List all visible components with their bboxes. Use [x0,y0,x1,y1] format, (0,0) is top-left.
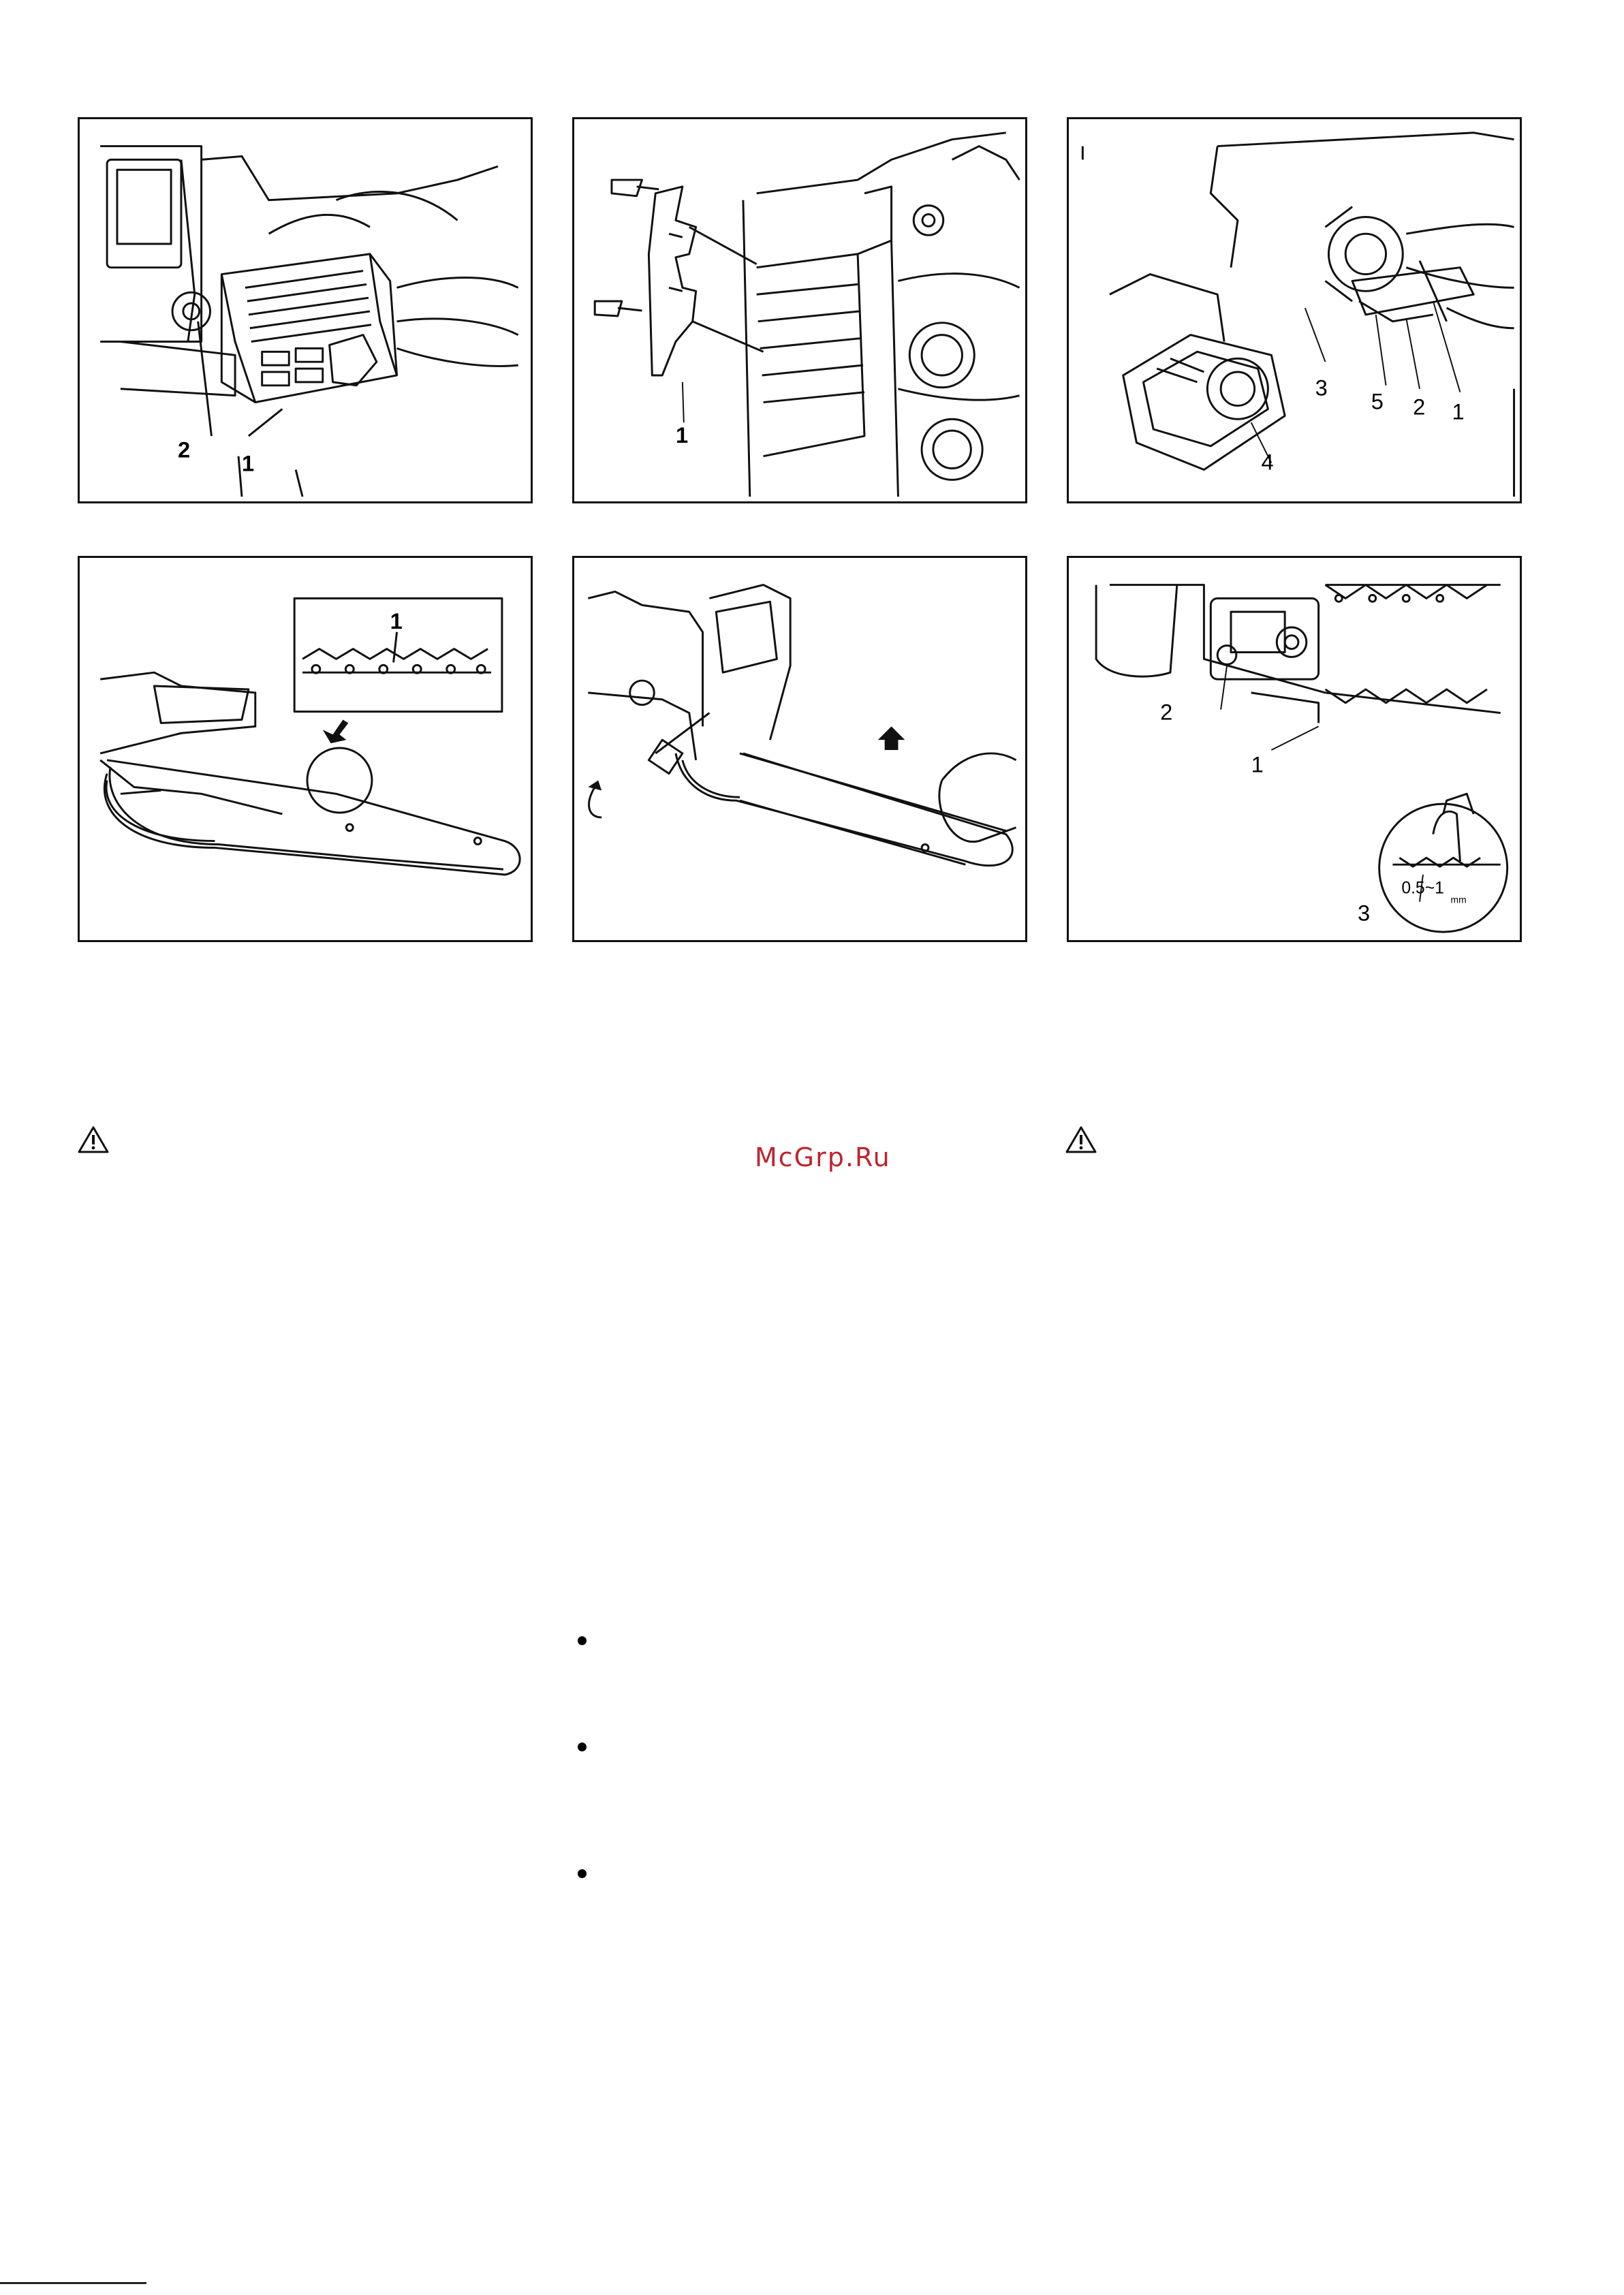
warning-icon [1065,1125,1097,1154]
callout-1: 1 [390,608,403,634]
callout-1: 1 [675,422,689,448]
warning-icon [78,1125,109,1154]
callout-4: 4 [1261,449,1274,475]
spike-bumper-drawing [574,119,1025,501]
callout-2: 2 [1413,394,1426,420]
chain-tension-drawing [1069,558,1520,940]
callout-1: 1 [241,450,255,476]
bullet-icon [578,1869,587,1878]
callout-3: 3 [1315,375,1328,401]
callout-2: 2 [1160,699,1173,725]
air-filter-cover-drawing [80,119,531,501]
figure-chain-direction [78,556,533,942]
measure-tilde: ~ [1424,879,1435,898]
footer-rule [0,2282,146,2284]
figure-air-filter-cover [78,117,533,503]
bar-tension-drawing [574,558,1025,940]
sprocket-cover-drawing [1069,119,1520,501]
bullet-icon [578,1636,587,1645]
measure-to: 1 [1435,879,1444,898]
measure-unit: mm [1450,894,1467,905]
bullet-icon [578,1743,587,1751]
callout-1: 1 [1452,399,1465,424]
figure-spike-bumper [572,117,1027,503]
figure-chain-tension-check [1067,556,1522,942]
measure-value [1401,879,1444,898]
watermark: McGrp.Ru [755,1142,891,1172]
figure-bar-tension [572,556,1027,942]
chain-direction-drawing [80,558,531,940]
callout-2: 2 [178,437,191,463]
callout-5: 5 [1371,388,1384,414]
callout-1: 1 [1251,751,1264,777]
figure-sprocket-cover [1067,117,1522,503]
measure-from: 0.5 [1401,879,1425,898]
callout-3: 3 [1358,900,1371,926]
